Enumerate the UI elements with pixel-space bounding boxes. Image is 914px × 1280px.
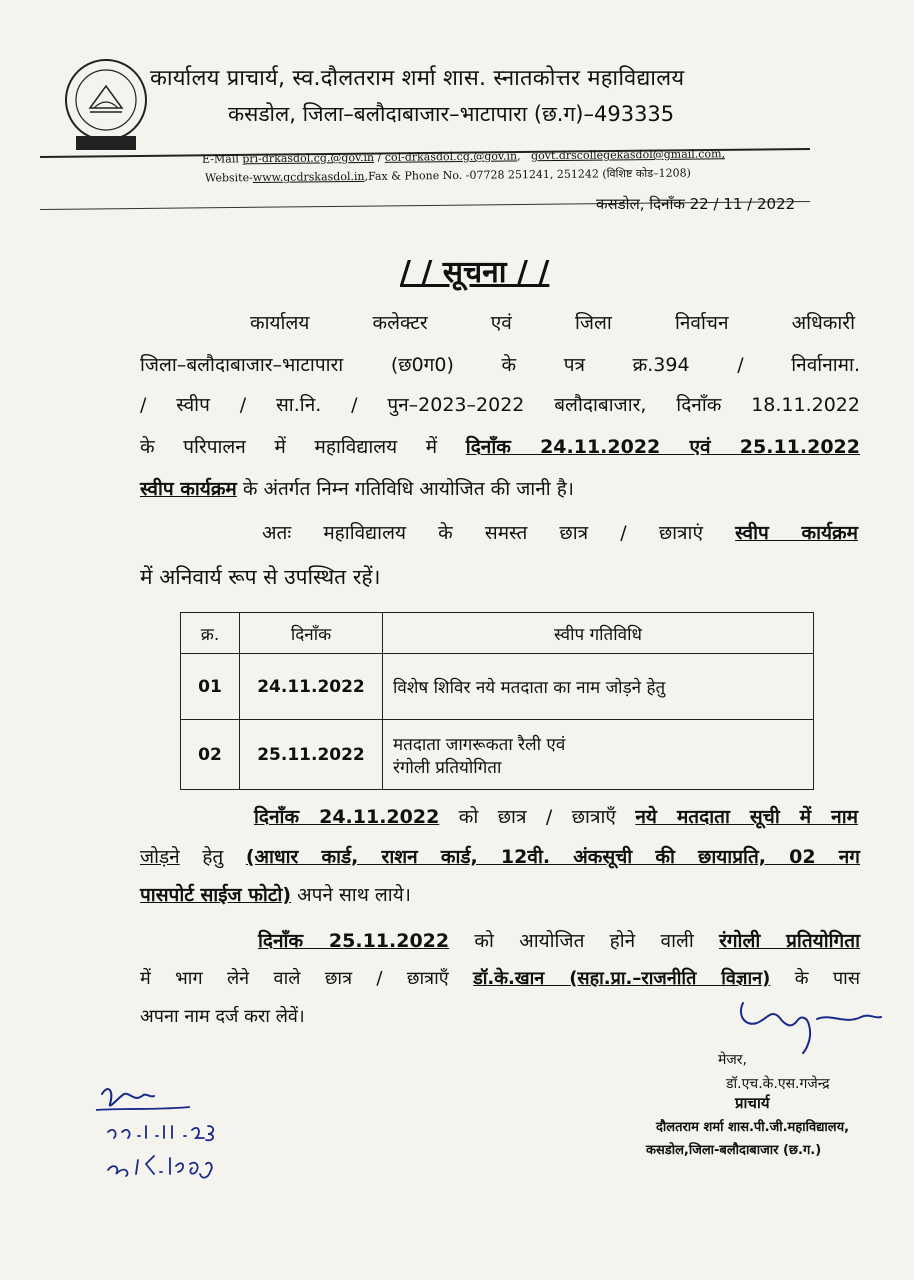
rangoli-text: रंगोली प्रतियोगिता (719, 930, 860, 952)
handwritten-initials-note (90, 1080, 260, 1190)
row-activity-line2: रंगोली प्रतियोगिता (393, 757, 502, 778)
office-header-line2: कसडोल, जिला–बलौदाबाजार–भाटापारा (छ.ग)–493335 (228, 102, 675, 126)
row-serial: 02 (181, 720, 240, 790)
website-label: Website- (204, 171, 253, 185)
table-row (181, 654, 814, 720)
para4-line2-text: में भाग लेने वाले छात्र / छात्राएँ (140, 968, 474, 989)
para4-line1-text: को आयोजित होने वाली (449, 930, 720, 952)
para1-line3: / स्वीप / सा.नि. / पुन–2023–2022 बलौदाबाजार, दिनाँक 18.11.2022 (140, 394, 860, 416)
college-emblem-logo (60, 52, 152, 162)
para4-line2-end: के पास (770, 968, 861, 989)
row-date: 25.11.2022 (240, 720, 383, 790)
para1-line4 (140, 436, 860, 459)
principal-signature (735, 995, 885, 1055)
row-activity (383, 654, 814, 720)
notice-title: / / सूचना / / (400, 255, 550, 290)
para4-line3: अपना नाम दर्ज करा लेवें। (140, 1006, 305, 1027)
passport-photo-text: पासपोर्ट साईज फोटो) (140, 884, 292, 906)
email-link-2[interactable]: col-drkasdol.cg.@gov.in (384, 149, 518, 164)
signatory-organisation: दौलतराम शर्मा शास.पी.जी.महाविद्यालय, (656, 1120, 850, 1135)
para3-line2-join: जोड़ने (140, 846, 180, 868)
sweep-program-label: स्वीप कार्यक्रम (140, 478, 237, 500)
email-label: E-Mail (201, 152, 239, 166)
date-24: दिनाँक 24.11.2022 (254, 806, 440, 828)
para1-line5-text: के अंतर्गत निम्न गतिविधि आयोजित की जानी है। (236, 478, 575, 500)
signatory-name: डॉ.एच.के.एस.गजेन्द्र (726, 1076, 830, 1092)
para1-line4-text: के परिपालन में महाविद्यालय में (140, 436, 466, 458)
para3-line1-text: को छात्र / छात्राएँ (439, 806, 636, 828)
table-row (181, 720, 814, 790)
col-header-date: दिनाँक (240, 613, 383, 654)
email-link-1[interactable]: pri-drkasdol.cg.@gov.in (242, 150, 375, 166)
program-dates: दिनाँक 24.11.2022 एवं 25.11.2022 (465, 436, 860, 458)
col-header-activity: स्वीप गतिविधि (383, 613, 814, 654)
para3-line3-text: अपने साथ लाये। (291, 884, 411, 906)
signatory-designation: प्राचार्य (735, 1094, 770, 1112)
contact-website-line (205, 165, 691, 185)
date-25: दिनाँक 25.11.2022 (258, 930, 450, 952)
contact-email-line: E-Mail pri-drkasdol.cg.@gov.in / col-drkasdol.cg.@gov.in, govt.drscollegekasdol@gmail.com, (201, 147, 726, 166)
signatory-rank: मेजर, (718, 1052, 747, 1068)
para4-line1 (258, 930, 860, 953)
activity-table (180, 612, 814, 790)
row-serial: 01 (181, 654, 240, 720)
row-activity (383, 720, 814, 790)
sweep-program-label-2: स्वीप कार्यक्रम (735, 522, 858, 544)
para1-line1: कार्यालय कलेक्टर एवं जिला निर्वाचन अधिकारी (250, 312, 855, 334)
row-activity-line1: विशेष शिविर नये मतदाता का नाम जोड़ने हेतु (393, 678, 666, 698)
coordinator-name: डॉ.के.खान (सहा.प्रा.–राजनीति विज्ञान) (473, 968, 771, 989)
para3-line1 (254, 806, 858, 829)
voter-list-text: नये मतदाता सूची में नाम (635, 806, 859, 828)
para1-line2: जिला–बलौदाबाजार–भाटापारा (छ0ग0) के पत्र क्र.394 / निर्वानामा. (140, 354, 860, 376)
notice-date: कसडोल, दिनाँक 22 / 11 / 2022 (596, 195, 796, 213)
office-header-line1: कार्यालय प्राचार्य, स्व.दौलतराम शर्मा शास. स्नातकोत्तर महाविद्यालय (150, 66, 685, 91)
row-activity-line1: मतदाता जागरूकता रैली एवं (393, 734, 566, 755)
para3-line2-text: हेतु (179, 846, 246, 868)
website-link[interactable]: www.gcdrskasdol.in (252, 169, 365, 185)
para2-line1-text: अतः महाविद्यालय के समस्त छात्र / छात्राएं (262, 522, 736, 544)
para3-line2 (140, 846, 860, 869)
col-header-serial: क्र. (181, 613, 240, 654)
para2-line2: में अनिवार्य रूप से उपस्थित रहें। (140, 565, 381, 589)
para2-line1 (262, 522, 858, 545)
row-date: 24.11.2022 (240, 654, 383, 720)
email-link-3[interactable]: govt.drscollegekasdol@gmail.com, (530, 147, 726, 163)
signatory-address: कसडोल,जिला-बलौदाबाजार (छ.ग.) (646, 1143, 822, 1158)
table-header-row (181, 613, 814, 654)
documents-list: (आधार कार्ड, राशन कार्ड, 12वी. अंकसूची की छायाप्रति, 02 नग (245, 846, 861, 868)
para1-line5 (140, 478, 860, 501)
para4-line2 (140, 968, 860, 990)
fax-phone-text: ,Fax & Phone No. -07728 251241, 251242 (विशिष्ट कोड–1208) (364, 166, 691, 183)
para3-line3 (140, 884, 860, 907)
